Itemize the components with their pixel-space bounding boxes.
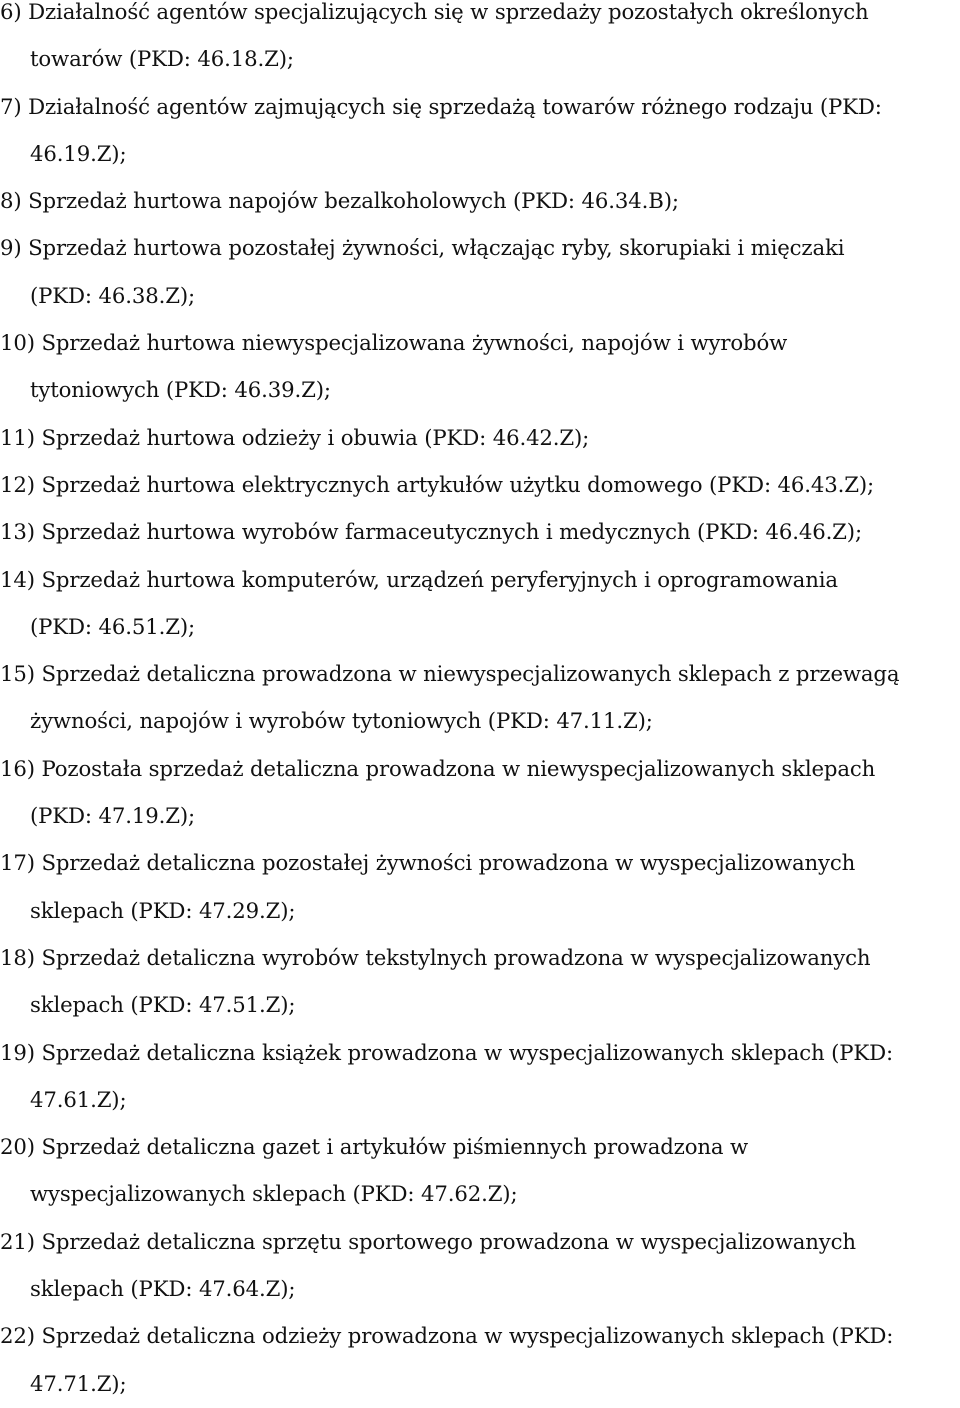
list-item-line: 8) Sprzedaż hurtowa napojów bezalkoholowych (PKD: 46.34.B); — [0, 189, 679, 215]
list-item-line: 46.19.Z); — [30, 141, 127, 167]
list-item-22 — [0, 1313, 960, 1408]
list-item-line: żywności, napojów i wyrobów tytoniowych (PKD: 47.11.Z); — [30, 709, 653, 735]
list-item-line: sklepach (PKD: 47.29.Z); — [30, 898, 296, 924]
list-item-11 — [0, 415, 960, 462]
list-item-10 — [0, 320, 960, 415]
list-item-8 — [0, 178, 960, 225]
list-item-15 — [0, 651, 960, 746]
list-item-line: (PKD: 46.38.Z); — [30, 283, 195, 309]
list-item-12 — [0, 462, 960, 509]
list-item-20 — [0, 1124, 960, 1219]
list-item-line: tytoniowych (PKD: 46.39.Z); — [30, 378, 331, 404]
list-item-line: 47.61.Z); — [30, 1087, 127, 1113]
list-item-line: 12) Sprzedaż hurtowa elektrycznych artykułów użytku domowego (PKD: 46.43.Z); — [0, 472, 875, 498]
list-item-line: (PKD: 47.19.Z); — [30, 804, 195, 830]
list-item-line: 13) Sprzedaż hurtowa wyrobów farmaceutycznych i medycznych (PKD: 46.46.Z); — [0, 520, 862, 546]
list-item-7 — [0, 84, 960, 179]
list-item-line: (PKD: 46.51.Z); — [30, 614, 195, 640]
list-item-19 — [0, 1030, 960, 1125]
list-item-line: sklepach (PKD: 47.64.Z); — [30, 1277, 296, 1303]
list-item-line: 19) Sprzedaż detaliczna książek prowadzona w wyspecjalizowanych sklepach (PKD: — [0, 1040, 894, 1066]
list-item-line: 6) Działalność agentów specjalizujących się w sprzedaży pozostałych określonych — [0, 0, 869, 25]
list-item-line: 21) Sprzedaż detaliczna sprzętu sportowego prowadzona w wyspecjalizowanych — [0, 1229, 856, 1255]
list-item-14 — [0, 557, 960, 652]
list-item-6 — [0, 0, 960, 84]
list-item-line: towarów (PKD: 46.18.Z); — [30, 47, 294, 73]
list-item-line: 14) Sprzedaż hurtowa komputerów, urządzeń peryferyjnych i oprogramowania — [0, 567, 838, 593]
list-item-line: 47.71.Z); — [30, 1371, 127, 1397]
list-item-line: 18) Sprzedaż detaliczna wyrobów tekstylnych prowadzona w wyspecjalizowanych — [0, 945, 871, 971]
list-item-line: 17) Sprzedaż detaliczna pozostałej żywności prowadzona w wyspecjalizowanych — [0, 851, 856, 877]
list-item-line: 7) Działalność agentów zajmujących się sprzedażą towarów różnego rodzaju (PKD: — [0, 94, 882, 120]
list-item-line: 15) Sprzedaż detaliczna prowadzona w niewyspecjalizowanych sklepach z przewagą — [0, 662, 900, 688]
list-item-line: 16) Pozostała sprzedaż detaliczna prowadzona w niewyspecjalizowanych sklepach — [0, 756, 876, 782]
list-item-18 — [0, 935, 960, 1030]
list-item-9 — [0, 225, 960, 320]
list-item-17 — [0, 840, 960, 935]
list-item-line: 9) Sprzedaż hurtowa pozostałej żywności, włączając ryby, skorupiaki i mięczaki — [0, 236, 845, 262]
list-item-line: wyspecjalizowanych sklepach (PKD: 47.62.Z); — [30, 1182, 518, 1208]
list-item-13 — [0, 509, 960, 556]
list-item-line: 10) Sprzedaż hurtowa niewyspecjalizowana żywności, napojów i wyrobów — [0, 331, 788, 357]
list-item-21 — [0, 1219, 960, 1314]
list-item-line: 11) Sprzedaż hurtowa odzieży i obuwia (PKD: 46.42.Z); — [0, 425, 590, 451]
list-item-16 — [0, 746, 960, 841]
list-item-line: 20) Sprzedaż detaliczna gazet i artykułów piśmiennych prowadzona w — [0, 1135, 749, 1161]
list-item-line: 22) Sprzedaż detaliczna odzieży prowadzona w wyspecjalizowanych sklepach (PKD: — [0, 1324, 894, 1350]
list-item-line: sklepach (PKD: 47.51.Z); — [30, 993, 296, 1019]
